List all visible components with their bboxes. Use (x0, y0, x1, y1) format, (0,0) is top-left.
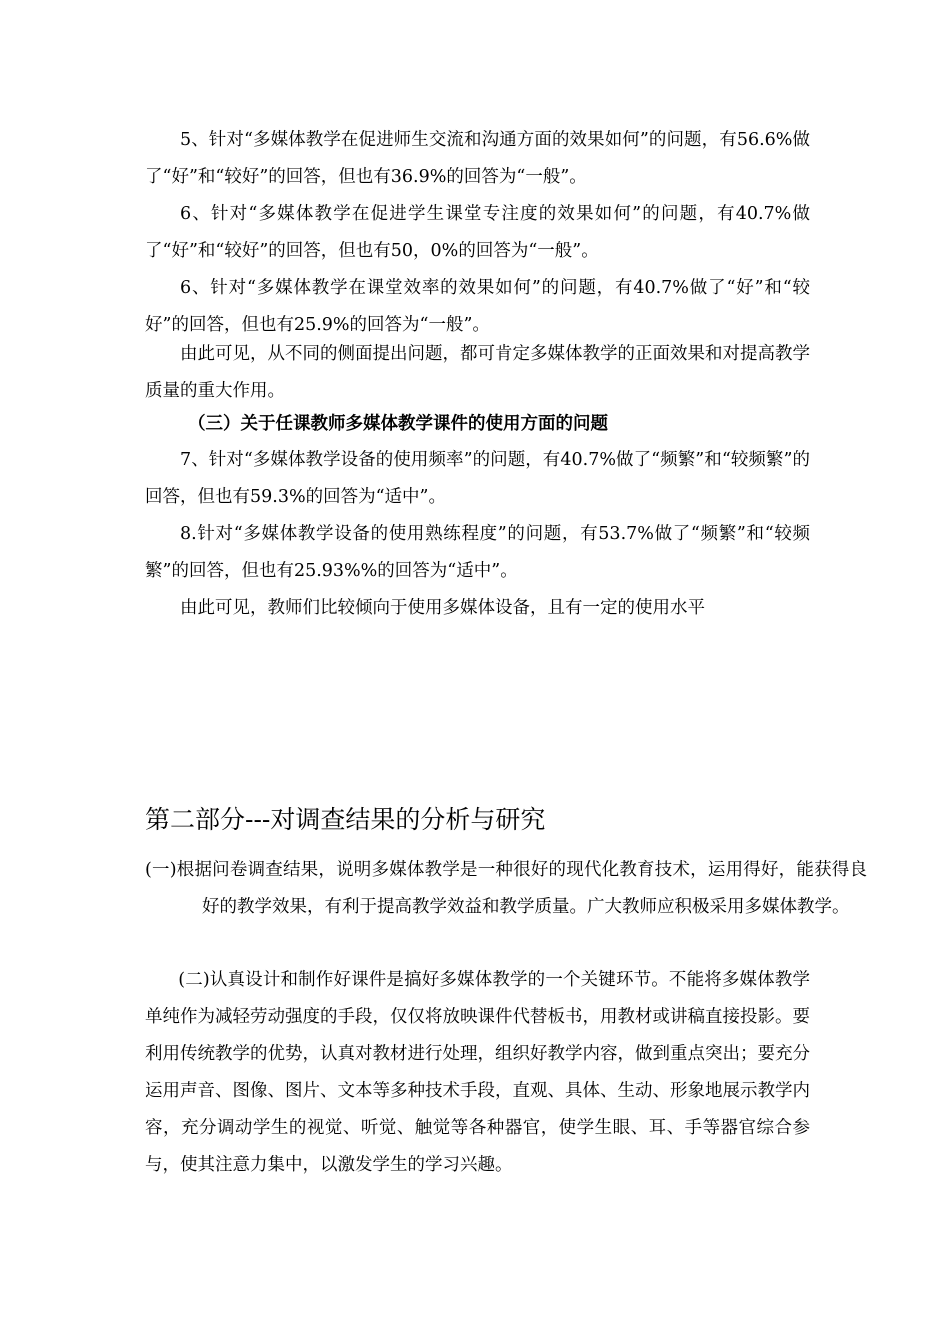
analysis-item-2: (二)认真设计和制作好课件是搞好多媒体教学的一个关键环节。不能将多媒体教学单纯作为减轻劳动强度的手段，仅仅将放映课件代替板书，用教材或讲稿直接投影。要利用传统教学的优势，认真对教材进行处理，组织好教学内容，做到重点突出；要充分运用声音、图像、图片、文本等多种技术手段，直观、具体、生动、形象地展示教学内容，充分调动学生的视觉、听觉、触觉等各种器官，使学生眼、耳、手等器官综合参与，使其注意力集中，以激发学生的学习兴趣。 (145, 970, 810, 1175)
paragraph-item-6b: 6、针对“多媒体教学在课堂效率的效果如何”的问题，有40.7%做了“好”和“较好”的回答，但也有25.9%的回答为“一般”。 (145, 278, 810, 335)
analysis-item-1: (一)根据问卷调查结果，说明多媒体教学是一种很好的现代化教育技术，运用得好，能获得良好的教学效果，有利于提高教学效益和教学质量。广大教师应积极采用多媒体教学。 (145, 860, 867, 917)
paragraph-item-6a: 6、针对“多媒体教学在促进学生课堂专注度的效果如何”的问题，有40.7%做了“好”和“较好”的回答，但也有50，0%的回答为“一般”。 (145, 204, 810, 261)
paragraph-conclusion-1: 由此可见，从不同的侧面提出问题，都可肯定多媒体教学的正面效果和对提高教学质量的重大作用。 (145, 344, 810, 401)
paragraph-item-8: 8.针对“多媒体教学设备的使用熟练程度”的问题，有53.7%做了“频繁”和“较频繁”的回答，但也有25.93%%的回答为“适中”。 (145, 524, 810, 581)
paragraph-item-5: 5、针对“多媒体教学在促进师生交流和沟通方面的效果如何”的问题，有56.6%做了“好”和“较好”的回答，但也有36.9%的回答为“一般”。 (145, 130, 810, 187)
paragraph-conclusion-2: 由此可见，教师们比较倾向于使用多媒体设备，且有一定的使用水平 (180, 598, 705, 618)
section-heading-3: （三）关于任课教师多媒体教学课件的使用方面的问题 (188, 414, 608, 434)
part-two-title: 第二部分---对调查结果的分析与研究 (145, 805, 546, 834)
paragraph-item-7: 7、针对“多媒体教学设备的使用频率”的问题，有40.7%做了“频繁”和“较频繁”的回答，但也有59.3%的回答为“适中”。 (145, 450, 810, 507)
